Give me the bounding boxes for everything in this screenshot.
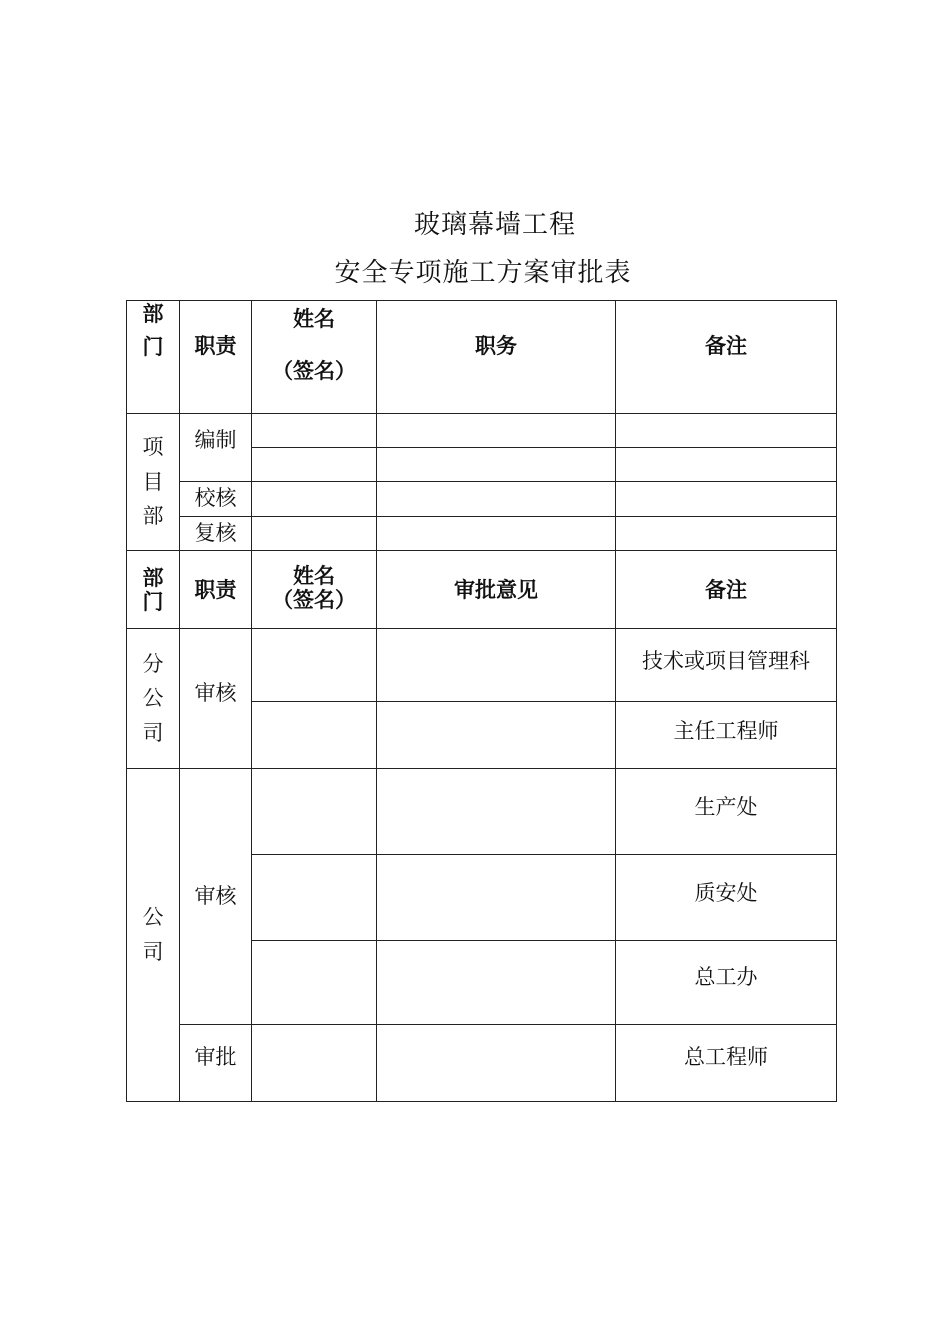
sign-cell-check[interactable] — [252, 482, 376, 516]
header2-name: 姓名 — [293, 563, 335, 589]
role-check: 校核 — [194, 486, 237, 511]
header2-dept: 部 门 — [142, 565, 164, 614]
header-position: 职务 — [475, 333, 517, 359]
header2-opinion: 审批意见 — [454, 576, 538, 602]
branch-remark-tech: 技术或项目管理科 — [642, 649, 810, 674]
opinion-cell-branch-1[interactable] — [377, 629, 615, 701]
role-recheck: 复核 — [194, 520, 237, 545]
company-remark-quality-safety: 质安处 — [694, 880, 758, 905]
role-compile: 编制 — [194, 428, 237, 453]
sign-cell-compile-2[interactable] — [252, 448, 376, 481]
sign-cell-branch-2[interactable] — [252, 702, 376, 768]
company-remark-chief-engineer: 总工程师 — [684, 1045, 768, 1070]
header-name-sign: （签名） — [272, 358, 356, 384]
opinion-cell-company-approve[interactable] — [377, 1025, 615, 1101]
approval-table — [126, 300, 837, 1102]
header-duty: 职责 — [194, 333, 237, 359]
header2-remark: 备注 — [705, 576, 747, 602]
sign-cell-compile-1[interactable] — [252, 414, 376, 447]
header2-duty: 职责 — [194, 576, 237, 602]
opinion-cell-company-1[interactable] — [377, 769, 615, 854]
branch-role-review: 审核 — [194, 681, 237, 706]
opinion-cell-branch-2[interactable] — [377, 702, 615, 768]
branch-dept-label: 分 公 司 — [142, 651, 164, 745]
sign-cell-company-approve[interactable] — [252, 1025, 376, 1101]
company-role-approve: 审批 — [194, 1045, 237, 1070]
company-remark-production: 生产处 — [694, 794, 758, 819]
company-dept-label: 公 司 — [142, 905, 164, 964]
header-dept: 部 门 — [142, 301, 164, 359]
branch-remark-chief: 主任工程师 — [673, 719, 779, 744]
opinion-cell-company-3[interactable] — [377, 941, 615, 1024]
sign-cell-recheck[interactable] — [252, 517, 376, 550]
header-remark: 备注 — [705, 333, 747, 359]
header-name: 姓名 — [293, 306, 335, 332]
sign-cell-company-3[interactable] — [252, 941, 376, 1024]
sign-cell-branch-1[interactable] — [252, 629, 376, 701]
form-title-line1: 玻璃幕墙工程 — [413, 210, 576, 240]
project-dept-label: 项 目 部 — [142, 435, 164, 529]
opinion-cell-company-2[interactable] — [377, 855, 615, 940]
sign-cell-company-2[interactable] — [252, 855, 376, 940]
form-title-line2: 安全专项施工方案审批表 — [334, 258, 632, 288]
company-role-review: 审核 — [194, 883, 237, 908]
header2-name-sign: （签名） — [272, 587, 356, 613]
row-divider — [127, 413, 836, 414]
sign-cell-company-1[interactable] — [252, 769, 376, 854]
company-remark-chief-office: 总工办 — [694, 965, 758, 990]
